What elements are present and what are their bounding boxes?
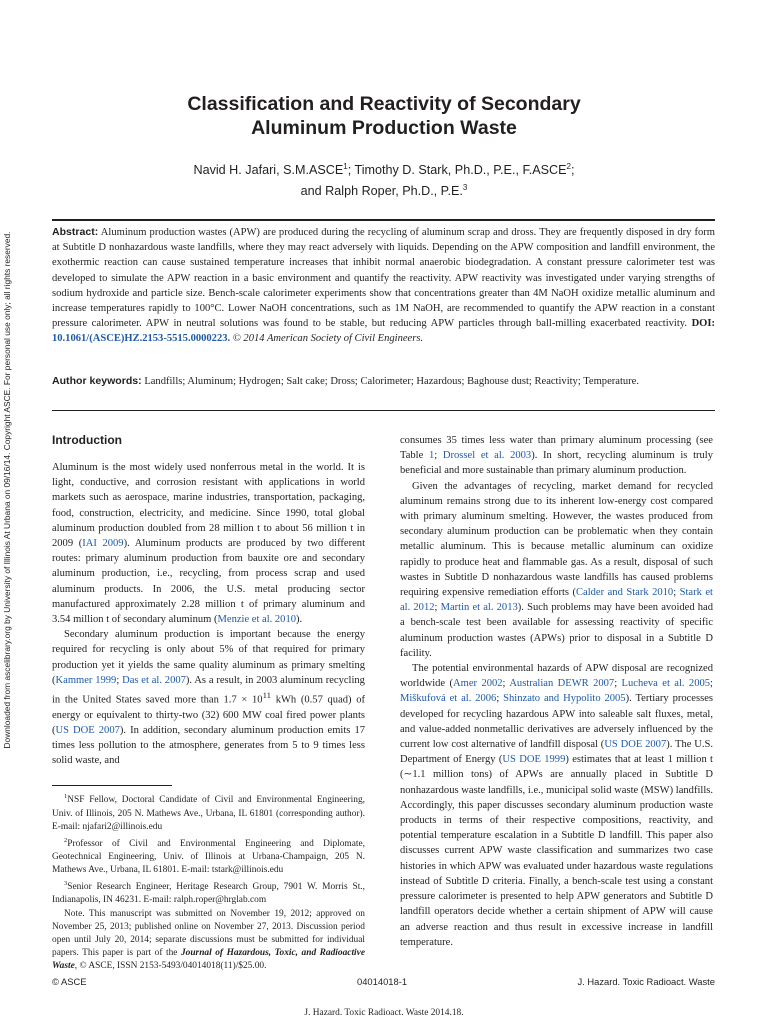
- author-separator: ;: [571, 163, 575, 178]
- keywords-text: Landfills; Aluminum; Hydrogen; Salt cake; Dross; Calorimeter; Hazardous; Baghouse dust; Reactivity; Temperature.: [144, 376, 639, 387]
- footer-article-number: 04014018-1: [357, 976, 408, 987]
- title-line-2: Aluminum Production Waste: [251, 117, 517, 139]
- intro-paragraph-1: Aluminum is the most widely used nonferrous metal in the world. It is light, conductive, and corrosion resistant with applications in world markets such as aerospace, marine industries, transportation, packaging, food, construction, electricity, and medicine. Since 1990, total global aluminum production doubled from 28 million t to about 56 million t in 2009 (IAI 2009). Aluminum products are produced by two different routes: primary aluminum production from bauxite ore and secondary aluminum production, i.e., recycling, from process scrap and used aluminum products. In 2006, the U.S. metal producing sector manufactured approximately 2.28 million t of primary aluminum and 3.54 million t of secondary aluminum (Menzie et al. 2010).: [52, 462, 365, 626]
- citation-link[interactable]: Shinzato and Hypolito 2005: [503, 693, 626, 705]
- citation-link[interactable]: Menzie et al. 2010: [217, 614, 297, 626]
- abstract: [52, 225, 715, 347]
- citation-link[interactable]: Kammer 1999: [55, 674, 117, 686]
- citation-link[interactable]: Das et al. 2007: [122, 674, 186, 686]
- footnotes: [52, 790, 365, 973]
- doi-link[interactable]: 10.1061/(ASCE)HZ.2153-5515.0000223.: [52, 333, 231, 345]
- keywords-label: Author keywords:: [52, 375, 142, 387]
- abstract-top-rule: [52, 219, 715, 221]
- footer-journal: J. Hazard. Toxic Radioact. Waste: [577, 976, 715, 987]
- footnote-rule: [52, 785, 172, 786]
- table-link[interactable]: 1: [428, 450, 435, 462]
- citation-link[interactable]: US DOE 2007: [604, 739, 667, 751]
- citation-link[interactable]: Lucheva et al. 2005: [621, 678, 711, 690]
- footnote-2: $^2$Professor of Civil and Environmental Engineering and Diplomate, Geotechnical Engineering, Univ. of Illinois at Urbana-Champaign, 205 N. Mathews Ave., Urbana, IL 61801. E-mail: tstark@illinois.edu: [52, 836, 365, 876]
- body-paragraph-2: Given the advantages of recycling, market demand for recycled aluminum remains strong due to its inherent low-energy cost compared with primary aluminum smelting. However, the wastes produced from secondary aluminum production can be problematic when they contain metallic aluminum. This is because metallic aluminum can oxidize rapidly to produce heat and flammable gas. As a result, disposal of such wastes in Subtitle D nonhazardous waste landfills has caused problems requiring expensive remediation efforts (Calder and Stark 2010; Stark et al. 2012; Martin et al. 2013). Such problems may have been avoided had a bench-scale test been available for assessing reactivity of specific aluminum production wastes (APWs) prior to disposal in a Subtitle D facility.: [400, 480, 713, 659]
- body-paragraph-3: The potential environmental hazards of APW disposal are recognized worldwide (Amer 2002; Australian DEWR 2007; Lucheva et al. 2005; Miškufová et al. 2006; Shinzato and Hypolito 2005). Tertiary processes developed for recycling hazardous APW into saleable salt fluxes, metal, and value-added nonmetallic derivatives are adversely influenced by the current low cost alternative of landfill disposal (US DOE 2007). The U.S. Department of Energy (US DOE 1999) estimates that at least 1 million t (∼1.1 million tons) of APWs are annually placed in Subtitle D nonhazardous waste landfills, i.e., municipal solid waste (MSW) landfills. Accordingly, this paper discusses secondary aluminum production waste products in terms of their respective compositions, reactivity, and potential temperature escalation in a Subtitle D landfill. This paper also discusses current APW waste classification and summarizes two case histories in which APW was evaluated under hazardous waste regulations instead of Subtitle D criteria. Finally, a bench-scale test using a constant pressure calorimeter is presented to help APW generators and Subtitle D landfill operators decide whether a certain shipment of APW will cause an adverse reaction and thus result in excessive increase in landfill temperature.: [400, 663, 714, 948]
- citation-link[interactable]: Australian DEWR 2007: [509, 678, 615, 690]
- citation-link[interactable]: Miškufová et al. 2006: [400, 693, 497, 705]
- author-roper-affiliation: 3: [462, 183, 468, 193]
- section-heading-introduction: Introduction: [52, 433, 122, 447]
- citation-link[interactable]: US DOE 1999: [502, 754, 566, 766]
- citation-link[interactable]: Stark et al. 2012: [400, 587, 713, 614]
- abstract-copyright: © 2014 American Society of Civil Engineers.: [232, 333, 424, 345]
- author-stark-affiliation: 2: [566, 162, 571, 171]
- citation-line: J. Hazard. Toxic Radioact. Waste 2014.18.: [304, 1008, 464, 1018]
- abstract-bottom-rule: [52, 410, 715, 411]
- author-jafari-affiliation: 1: [343, 162, 348, 171]
- left-column: [52, 432, 365, 973]
- footer-copyright: © ASCE: [52, 976, 87, 987]
- citation-link[interactable]: Amer 2002: [453, 678, 503, 690]
- footnote-1: $^1$NSF Fellow, Doctoral Candidate of Civil and Environmental Engineering, Univ. of Illinois, 205 N. Mathews Ave., Urbana, IL 61801 (corresponding author). E-mail: njafari2@illinois.edu: [52, 793, 365, 832]
- download-notice-text: Downloaded from ascelibrary.org by University of Illinois At Urbana on 09/16/14. Copyright ASCE. For personal use only; all rights reserved.: [2, 231, 12, 749]
- citation-link[interactable]: Martin et al. 2013: [440, 602, 518, 614]
- title-line-1: Classification and Reactivity of Secondary: [187, 93, 581, 115]
- doi-label: DOI:: [691, 318, 715, 330]
- right-column: [400, 433, 713, 950]
- footnote-3: $^3$Senior Research Engineer, Heritage Research Group, 7901 W. Morris St., Indianapolis, IN 46231. E-mail: ralph.roper@hrglab.com: [52, 880, 365, 906]
- submission-note: Note. This manuscript was submitted on November 19, 2012; approved on November 25, 2013; published online on November 27, 2013. Discussion period open until July 20, 2014; separate discussions must be submitted for individual papers. This paper is part of the Journal of Hazardous, Toxic, and Radioactive Waste, © ASCE, ISSN 2153-5493/04014018(11)/$25.00.: [52, 908, 365, 971]
- page-footer: [52, 976, 715, 990]
- abstract-text: Aluminum production wastes (APW) are produced during the recycling of aluminum scrap and dross. They are frequently disposed in dry form at Subtitle D nonhazardous waste landfills, where they may react adversely with liquids. Depending on the APW composition and landfill environment, the exothermic reaction can cause sustained temperature increases that inhibit normal anaerobic biodegradation. A constant pressure calorimeter test was developed to simulate the APW reaction in a basic environment and quantify the reactivity. APW reactivity was investigated under varying strengths of sodium hydroxide and particle size. Bench-scale calorimeter experiments show that concentrations greater than 4M NaOH oxidize metallic aluminum and increase temperatures rapidly to 100°C. Lower NaOH concentrations, such as 1M NaOH, are recommended to quantify the APW reaction in a constant pressure calorimeter. APW in neutral solutions was found to be stable, but reducing APW particles through ball-milling exacerbated reactivity.: [52, 227, 715, 330]
- citation-link[interactable]: Calder and Stark 2010: [576, 587, 674, 599]
- body-paragraph-1: consumes 35 times less water than primary aluminum processing (see Table 1; Drossel et al. 2003). In short, recycling aluminum is truly beneficial and more sustainable than primary aluminum production.: [400, 435, 713, 477]
- abstract-label: Abstract:: [52, 226, 99, 238]
- citation-link[interactable]: IAI 2009: [82, 538, 124, 550]
- intro-paragraph-2: Secondary aluminum production is important because the energy required for recycling is only about 5% of that required for primary production yet it yields the same quality aluminum as primary smelting (Kammer 1999; Das et al. 2007). As a result, in 2003 aluminum recycling in the United States saved more than $1.7 \times 10^{11}$ kWh (0.57 quad) of energy or equivalent to thirty-two (32) 600 MW coal fired power plants (US DOE 2007). In addition, secondary aluminum production emits 17 times less pollution to the atmosphere, generates from 5 to 9 times less solid waste, and: [52, 629, 365, 767]
- paper-title: [0, 92, 768, 140]
- author-roper: and Ralph Roper, Ph.D., P.E.: [300, 184, 463, 199]
- author-jafari: Navid H. Jafari, S.M.ASCE: [193, 163, 344, 178]
- download-notice: [0, 210, 16, 770]
- author-stark: ; Timothy D. Stark, Ph.D., P.E., F.ASCE: [347, 163, 567, 178]
- citation-link[interactable]: Drossel et al. 2003: [442, 450, 532, 462]
- author-list: [0, 158, 768, 200]
- journal-name: Journal of Hazardous, Toxic, and Radioactive Waste: [52, 947, 365, 971]
- citation-link[interactable]: US DOE 2007: [55, 724, 120, 736]
- author-line-2: [0, 179, 768, 200]
- author-line-1: [0, 158, 768, 179]
- author-keywords: [52, 374, 715, 389]
